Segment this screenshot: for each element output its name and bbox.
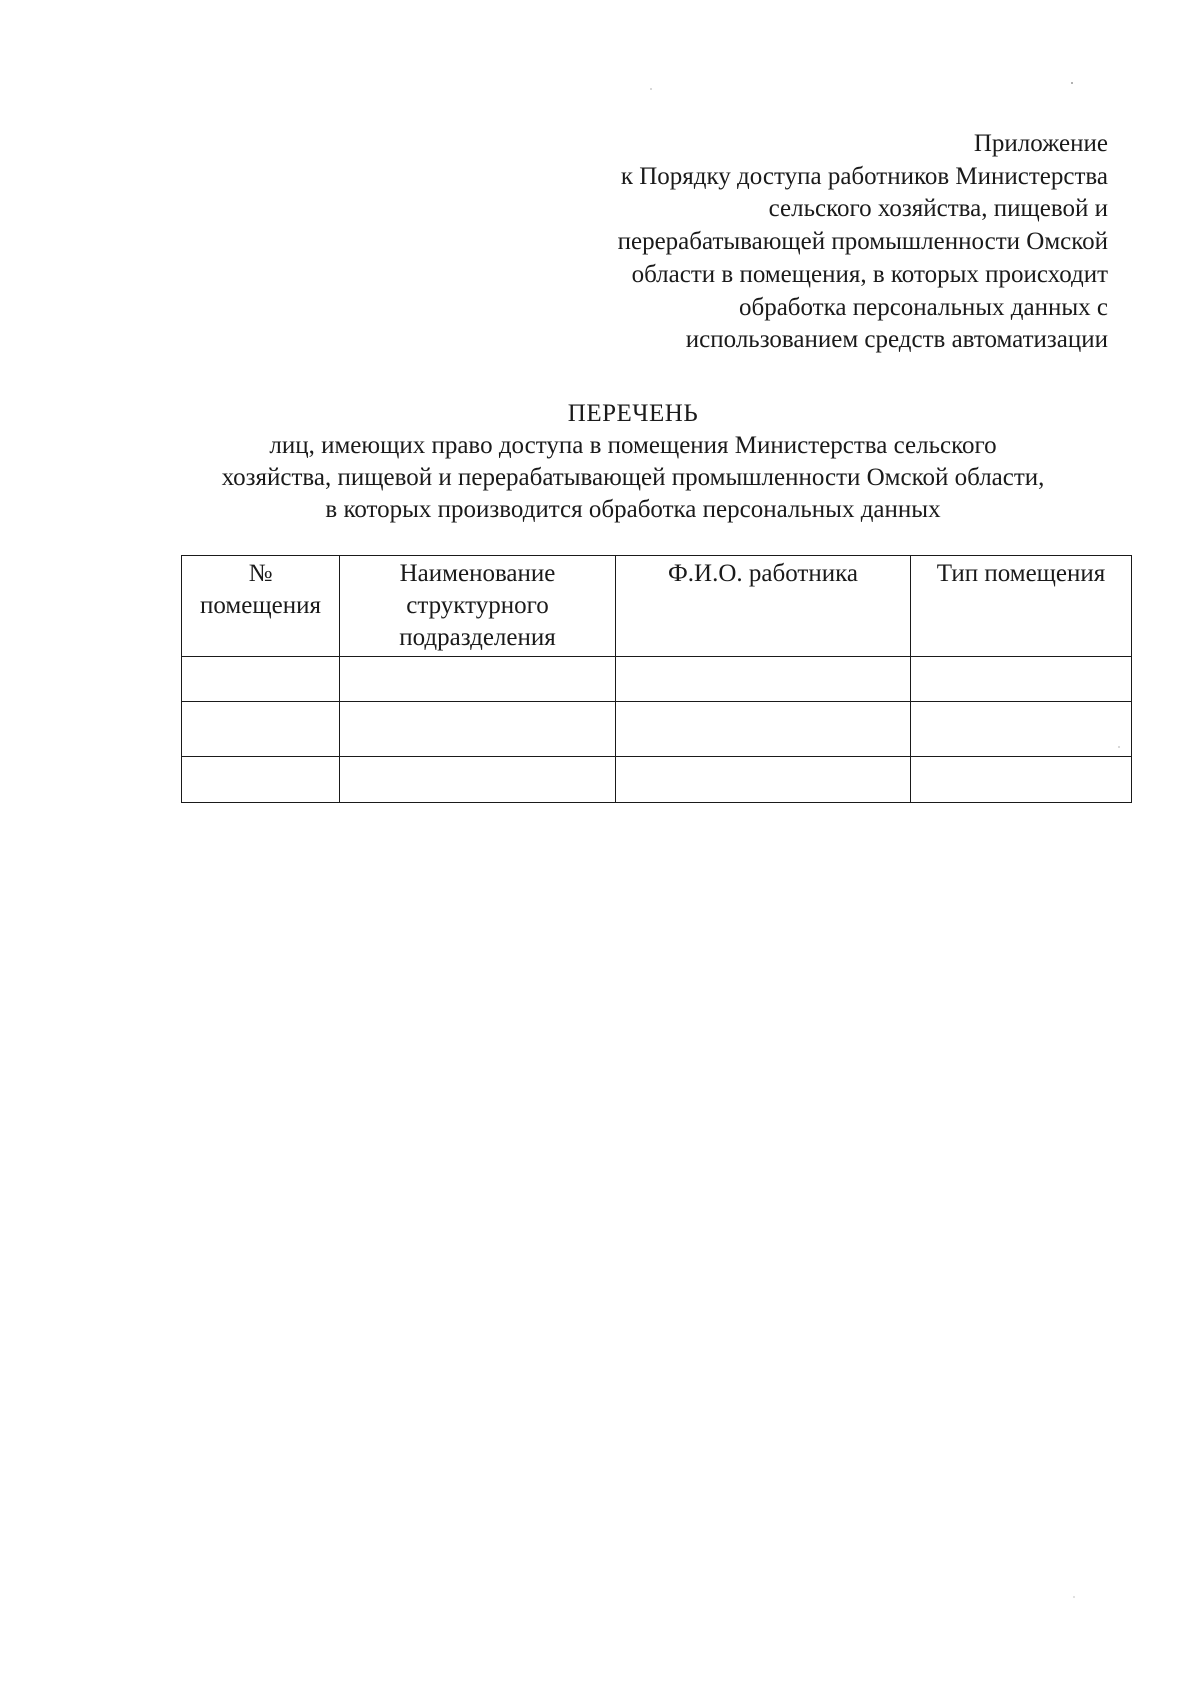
- document-heading: [150, 398, 1116, 526]
- appendix-line: перерабатывающей промышленности Омской: [617, 228, 1108, 256]
- table-cell: [182, 757, 340, 803]
- document-subtitle-line: хозяйства, пищевой и перерабатывающей промышленности Омской области,: [221, 464, 1045, 491]
- scan-speck: [1118, 746, 1120, 748]
- appendix-line: к Порядку доступа работников Министерства: [620, 162, 1108, 190]
- header-text: подразделения: [399, 624, 556, 651]
- header-text: помещения: [200, 592, 321, 619]
- table-cell: [911, 757, 1132, 803]
- header-employee-name: [616, 556, 911, 657]
- table-cell: [182, 702, 340, 757]
- scan-speck: [650, 88, 652, 90]
- appendix-line: области в помещения, в которых происходит: [631, 260, 1108, 288]
- table-cell: [340, 657, 616, 702]
- table-cell: [182, 657, 340, 702]
- header-text: №: [248, 560, 273, 587]
- header-text: Тип помещения: [936, 560, 1106, 587]
- table-cell: [616, 657, 911, 702]
- header-text: Наименование: [399, 560, 556, 587]
- table-cell: [911, 702, 1132, 757]
- header-room-number: [182, 556, 340, 657]
- appendix-line: использованием средств автоматизации: [685, 326, 1108, 354]
- document-subtitle-line: лиц, имеющих право доступа в помещения Министерства сельского: [269, 432, 997, 459]
- table-row: [182, 757, 1132, 803]
- access-list-table: [181, 555, 1132, 803]
- document-subtitle-line: в которых производится обработка персональных данных: [325, 496, 941, 523]
- table-row: [182, 702, 1132, 757]
- table-cell: [911, 657, 1132, 702]
- appendix-note: [488, 128, 1108, 357]
- scan-speck: [1073, 1596, 1075, 1598]
- document-title: ПЕРЕЧЕНЬ: [567, 400, 699, 427]
- header-room-type: [911, 556, 1132, 657]
- header-text: структурного: [406, 592, 549, 619]
- table-cell: [616, 702, 911, 757]
- appendix-line: обработка персональных данных с: [738, 293, 1108, 321]
- table-cell: [616, 757, 911, 803]
- table-header-row: [182, 556, 1132, 657]
- header-department: [340, 556, 616, 657]
- table-row: [182, 657, 1132, 702]
- appendix-line: Приложение: [973, 130, 1108, 157]
- table-cell: [340, 702, 616, 757]
- appendix-line: сельского хозяйства, пищевой и: [768, 195, 1108, 223]
- scan-speck: [1071, 82, 1073, 84]
- header-text: Ф.И.О. работника: [668, 560, 858, 587]
- table-cell: [340, 757, 616, 803]
